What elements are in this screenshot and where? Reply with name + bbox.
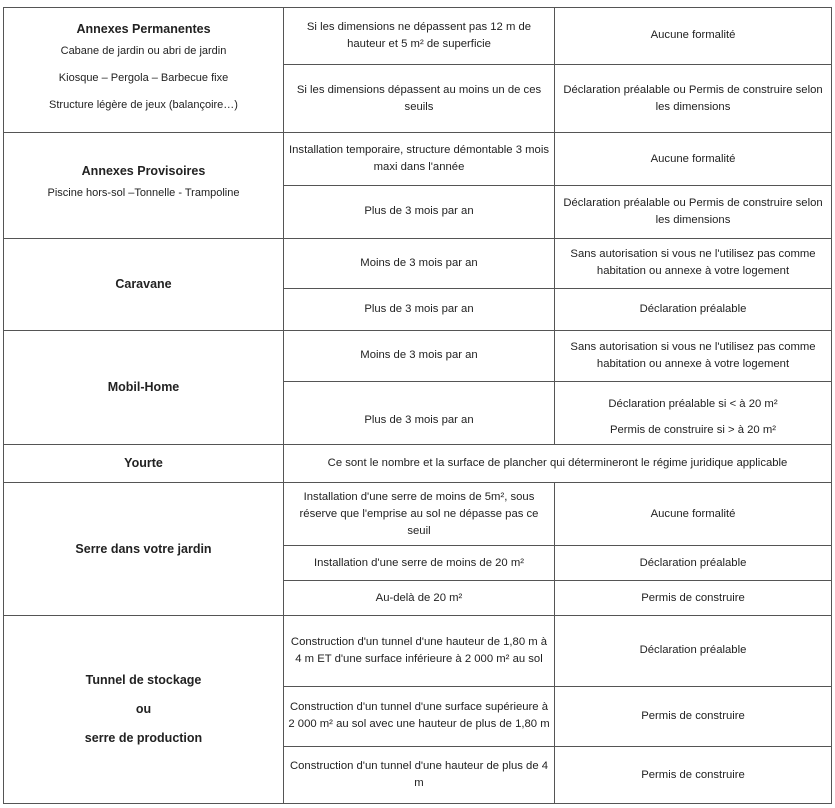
category-annexes-permanentes bbox=[4, 8, 284, 133]
condition-cell: Si les dimensions ne dépassent pas 12 m de hauteur et 5 m² de superficie bbox=[284, 8, 555, 65]
result-cell: Déclaration préalable bbox=[555, 615, 832, 686]
category-title: Caravane bbox=[115, 276, 172, 291]
condition-cell: Plus de 3 mois par an bbox=[284, 185, 555, 238]
condition-cell: Au-delà de 20 m² bbox=[284, 581, 555, 615]
result-cell: Permis de construire bbox=[555, 581, 832, 615]
category-title: Mobil-Home bbox=[107, 379, 180, 394]
result-cell: Permis de construire bbox=[555, 686, 832, 747]
condition-cell: Construction d'un tunnel d'une hauteur de 1,80 m à 4 m ET d'une surface inférieure à 2 000 m² au sol bbox=[284, 615, 555, 686]
category-title: Annexes Provisoires bbox=[81, 164, 206, 179]
category-title: Annexes Permanentes bbox=[76, 22, 211, 37]
result-cell: Déclaration préalable ou Permis de construire selon les dimensions bbox=[555, 64, 832, 133]
result-text: Déclaration préalable si < à 20 m² bbox=[608, 398, 778, 411]
condition-cell: Plus de 3 mois par an bbox=[284, 289, 555, 330]
condition-cell bbox=[284, 382, 555, 445]
table-row bbox=[4, 238, 832, 289]
regulation-document bbox=[3, 7, 831, 804]
category-caravane bbox=[4, 238, 284, 330]
result-cell: Sans autorisation si vous ne l'utilisez pas comme habitation ou annexe à votre logement bbox=[555, 238, 832, 289]
table-row bbox=[4, 483, 832, 546]
condition-cell: Installation temporaire, structure démontable 3 mois maxi dans l'année bbox=[284, 133, 555, 186]
condition-cell: Construction d'un tunnel d'une surface supérieure à 2 000 m² au sol avec une hauteur de plus de 1,80 m bbox=[284, 686, 555, 747]
condition-cell: Moins de 3 mois par an bbox=[284, 238, 555, 289]
table-row bbox=[4, 330, 832, 382]
condition-cell: Installation d'une serre de moins de 5m², sous réserve que l'emprise au sol ne dépasse pas ce seuil bbox=[284, 483, 555, 546]
category-annexes-provisoires bbox=[4, 133, 284, 238]
result-cell: Permis de construire bbox=[555, 747, 832, 804]
table-row bbox=[4, 615, 832, 686]
category-item: Kiosque – Pergola – Barbecue fixe bbox=[58, 72, 229, 85]
yourte-info-cell: Ce sont le nombre et la surface de plancher qui détermineront le régime juridique applicable bbox=[284, 444, 832, 482]
category-title: Tunnel de stockage bbox=[85, 672, 202, 687]
condition-text: Plus de 3 mois par an bbox=[364, 413, 474, 426]
condition-cell: Si les dimensions dépassent au moins un de ces seuils bbox=[284, 64, 555, 133]
category-item: Structure légère de jeux (balançoire…) bbox=[49, 99, 238, 112]
condition-cell: Installation d'une serre de moins de 20 m² bbox=[284, 546, 555, 581]
category-mobil-home bbox=[4, 330, 284, 444]
result-cell: Déclaration préalable ou Permis de construire selon les dimensions bbox=[555, 185, 832, 238]
result-cell: Aucune formalité bbox=[555, 483, 832, 546]
category-title: serre de production bbox=[84, 730, 203, 745]
result-cell: Aucune formalité bbox=[555, 8, 832, 65]
result-cell: Déclaration préalable bbox=[555, 289, 832, 330]
category-tunnel bbox=[4, 615, 284, 803]
table-row bbox=[4, 8, 832, 65]
result-cell: Sans autorisation si vous ne l'utilisez pas comme habitation ou annexe à votre logement bbox=[555, 330, 832, 382]
result-cell: Déclaration préalable bbox=[555, 546, 832, 581]
category-item: Piscine hors-sol –Tonnelle - Trampoline bbox=[47, 187, 240, 200]
table-row bbox=[4, 444, 832, 482]
category-serre bbox=[4, 483, 284, 615]
result-cell: Aucune formalité bbox=[555, 133, 832, 186]
condition-cell: Moins de 3 mois par an bbox=[284, 330, 555, 382]
result-cell bbox=[555, 382, 832, 445]
table-row bbox=[4, 133, 832, 186]
category-title: Serre dans votre jardin bbox=[75, 541, 212, 556]
regulation-table bbox=[3, 7, 832, 804]
category-title: ou bbox=[135, 701, 152, 716]
category-item: Cabane de jardin ou abri de jardin bbox=[60, 45, 227, 58]
condition-cell: Construction d'un tunnel d'une hauteur de plus de 4 m bbox=[284, 747, 555, 804]
result-text: Permis de construire si > à 20 m² bbox=[609, 424, 777, 437]
category-yourte bbox=[4, 444, 284, 482]
category-title: Yourte bbox=[124, 456, 163, 471]
